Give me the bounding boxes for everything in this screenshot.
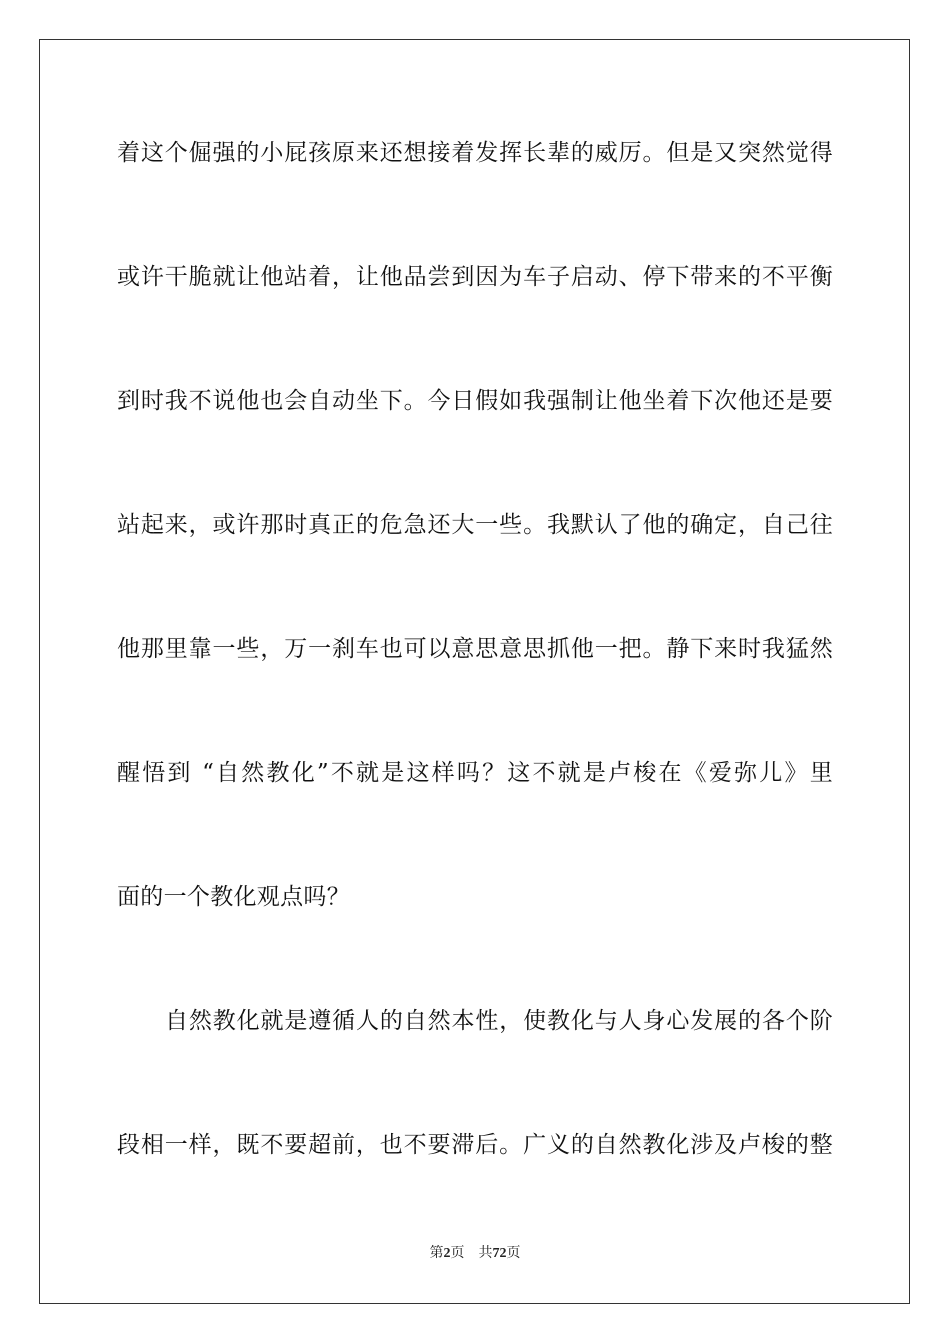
text-line: 着这个倔强的小屁孩原来还想接着发挥长辈的威厉。但是又突然觉得: [117, 140, 833, 166]
page-label-suffix: 页: [450, 1246, 465, 1261]
text-line: 到时我不说他也会自动坐下。今日假如我强制让他坐着下次他还是要: [117, 388, 833, 414]
text-line: 面的一个教化观点吗？: [117, 884, 350, 910]
text-line: 站起来，或许那时真正的危急还大一些。我默认了他的确定，自己往: [117, 512, 833, 538]
total-label-suffix: 页: [506, 1246, 521, 1261]
paragraph-first-line: 自然教化就是遵循人的自然本性，使教化与人身心发展的各个阶: [165, 1008, 833, 1034]
total-label-prefix: 共: [478, 1246, 493, 1261]
page-border: [39, 39, 910, 1304]
text-line: 醒悟到 “自然教化”不就是这样吗？这不就是卢梭在《爱弥儿》里: [117, 760, 833, 786]
total-pages: 72: [492, 1246, 507, 1261]
page-number: 2: [443, 1246, 451, 1261]
text-line: 或许干脆就让他站着，让他品尝到因为车子启动、停下带来的不平衡: [117, 264, 833, 290]
text-line: 他那里靠一些，万一刹车也可以意思意思抓他一把。静下来时我猛然: [117, 636, 833, 662]
text-line: 段相一样，既不要超前，也不要滞后。广义的自然教化涉及卢梭的整: [117, 1132, 833, 1158]
page-label-prefix: 第: [429, 1246, 444, 1261]
page-footer: [0, 1245, 950, 1263]
